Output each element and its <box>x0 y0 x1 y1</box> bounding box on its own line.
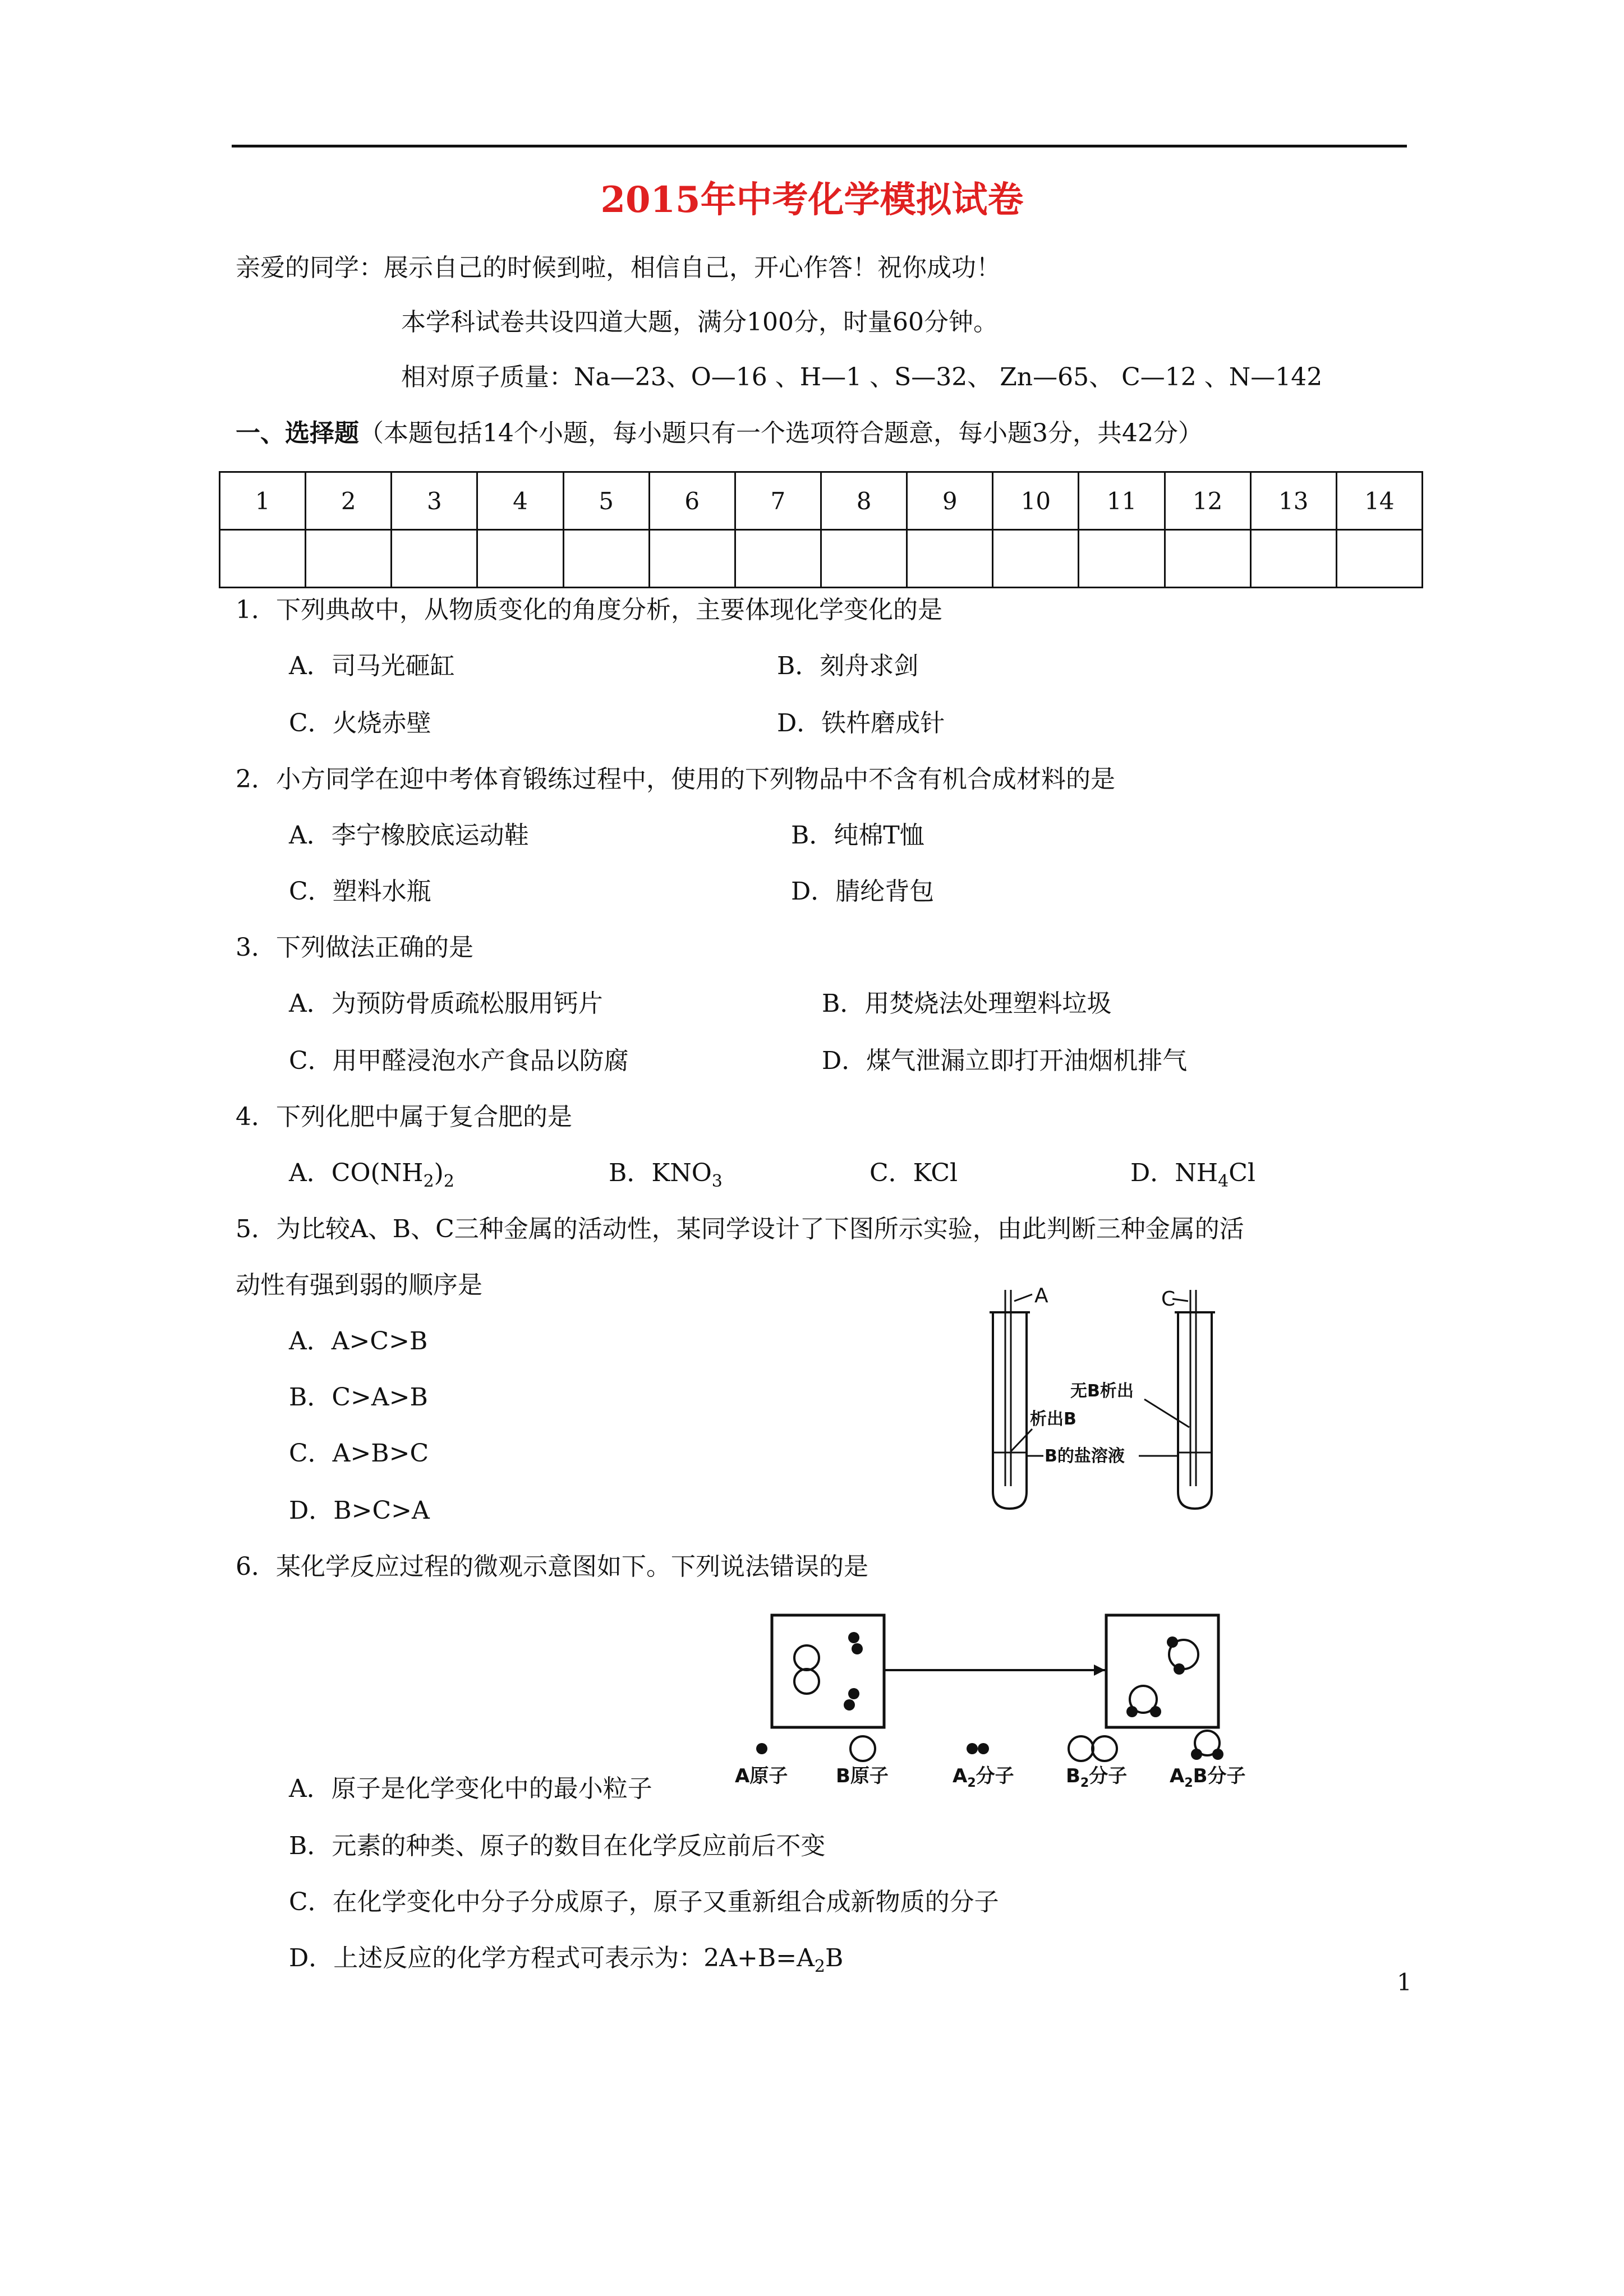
question-1-option-c: C．火烧赤壁 <box>289 709 431 737</box>
question-2-option-c: C．塑料水瓶 <box>289 877 431 906</box>
reactant-box <box>772 1615 884 1727</box>
label-no-b-leader <box>1144 1399 1189 1427</box>
question-5-option-a: A．A>C>B <box>289 1327 428 1356</box>
answer-cell[interactable] <box>477 530 563 588</box>
question-3-option-b: B．用焚烧法处理塑料垃圾 <box>822 989 1112 1018</box>
answer-table-number-row <box>220 472 1423 530</box>
answer-cell[interactable] <box>306 530 392 588</box>
answer-number: 11 <box>1079 472 1165 530</box>
answer-cell[interactable] <box>563 530 649 588</box>
answer-cell[interactable] <box>821 530 907 588</box>
q6-reaction-figure <box>724 1604 1273 1828</box>
answer-table <box>219 471 1423 588</box>
legend-a2b-molecule: $A_2B$分子 <box>1170 1765 1246 1790</box>
answer-number: 8 <box>821 472 907 530</box>
product-a2b-molecule-top <box>1167 1636 1198 1675</box>
legend-b-atom: B原子 <box>836 1765 889 1787</box>
left-test-tube <box>990 1312 1030 1509</box>
left-metal-strip-a <box>1005 1290 1011 1486</box>
exam-info: 本学科试卷共设四道大题，满分100分，时量60分钟。 <box>401 308 998 336</box>
answer-number: 9 <box>907 472 993 530</box>
question-4-option-d: D．$NH_4Cl$ <box>1130 1159 1255 1191</box>
greeting: 亲爱的同学：展示自己的时候到啦，相信自己，开心作答！祝你成功！ <box>236 253 1001 282</box>
answer-number: 5 <box>563 472 649 530</box>
label-b-out-leader <box>1011 1429 1032 1451</box>
reactant-a2-molecule-bottom <box>844 1688 859 1711</box>
question-4-stem: 4．下列化肥中属于复合肥的是 <box>236 1103 572 1131</box>
answer-number: 14 <box>1336 472 1422 530</box>
right-test-tube <box>1175 1312 1215 1509</box>
legend-a2b-molecule-icon <box>1191 1731 1223 1760</box>
question-4-option-a: A．$CO(NH_2)_2$ <box>289 1159 454 1191</box>
right-metal-strip-c <box>1190 1290 1196 1486</box>
question-4-option-b: B．$KNO_3$ <box>609 1159 723 1191</box>
question-6-stem: 6．某化学反应过程的微观示意图如下。下列说法错误的是 <box>236 1552 868 1581</box>
reactant-b2-molecule <box>794 1645 819 1694</box>
legend-a2-molecule: $A_2$分子 <box>953 1765 1014 1790</box>
question-5-option-d: D．B>C>A <box>289 1496 430 1525</box>
question-5-stem-continued: 动性有强到弱的顺序是 <box>236 1271 482 1299</box>
legend-a-atom: A原子 <box>735 1765 788 1787</box>
q5-test-tube-figure <box>976 1284 1268 1514</box>
answer-cell[interactable] <box>907 530 993 588</box>
question-5-stem: 5．为比较A、B、C三种金属的活动性，某同学设计了下图所示实验，由此判断三种金属的活 <box>236 1215 1244 1243</box>
answer-cell[interactable] <box>1250 530 1336 588</box>
answer-cell[interactable] <box>1165 530 1250 588</box>
question-6-option-c: C．在化学变化中分子分成原子，原子又重新组合成新物质的分子 <box>289 1888 999 1916</box>
legend-a-atom-icon <box>756 1743 767 1754</box>
answer-number: 10 <box>993 472 1079 530</box>
label-c: C <box>1161 1288 1176 1311</box>
answer-number: 13 <box>1250 472 1336 530</box>
answer-number: 3 <box>392 472 477 530</box>
answer-number: 1 <box>220 472 306 530</box>
legend-b-atom-icon <box>850 1736 875 1761</box>
answer-number: 7 <box>735 472 821 530</box>
question-6-option-d: D．上述反应的化学方程式可表示为：$2A+B=A_2B$ <box>289 1944 844 1976</box>
section-1-header <box>236 417 1203 450</box>
answer-cell[interactable] <box>735 530 821 588</box>
label-a: A <box>1034 1284 1048 1307</box>
label-no-b: 无B析出 <box>1070 1381 1134 1401</box>
question-2-option-b: B．纯棉T恤 <box>791 821 924 850</box>
section-1-note: （本题包括14个小题，每小题只有一个选项符合题意，每小题3分，共42分） <box>359 419 1203 448</box>
answer-number: 2 <box>306 472 392 530</box>
answer-cell[interactable] <box>1336 530 1422 588</box>
question-3-stem: 3．下列做法正确的是 <box>236 933 473 962</box>
question-6-option-b: B．元素的种类、原子的数目在化学反应前后不变 <box>289 1832 826 1860</box>
label-b-out: 析出B <box>1030 1409 1076 1429</box>
legend-b2-molecule: $B_2$分子 <box>1066 1765 1128 1790</box>
product-box <box>1106 1615 1218 1727</box>
reactant-a2-molecule-top <box>848 1632 863 1654</box>
legend-a2-molecule-icon <box>967 1743 989 1754</box>
reaction-arrow-head <box>1094 1665 1105 1676</box>
product-a2b-molecule-bottom <box>1126 1686 1161 1717</box>
page-title: 2015年中考化学模拟试卷 <box>600 179 1024 221</box>
legend-b2-molecule-icon <box>1069 1736 1117 1761</box>
question-1-option-b: B．刻舟求剑 <box>777 652 919 680</box>
question-2-option-d: D．腈纶背包 <box>791 877 935 906</box>
answer-number: 12 <box>1165 472 1250 530</box>
question-3-option-a: A．为预防骨质疏松服用钙片 <box>289 989 603 1018</box>
answer-table-blank-row <box>220 530 1423 588</box>
answer-cell[interactable] <box>993 530 1079 588</box>
answer-cell[interactable] <box>220 530 306 588</box>
question-5-option-b: B．C>A>B <box>289 1383 428 1412</box>
question-4-option-c: C．KCl <box>869 1159 958 1187</box>
label-a-leader <box>1014 1294 1032 1301</box>
question-2-option-a: A．李宁橡胶底运动鞋 <box>289 821 529 850</box>
top-rule <box>232 145 1407 147</box>
label-b-salt: B的盐溶液 <box>1045 1446 1125 1466</box>
section-1-heading: 一、选择题 <box>236 419 359 448</box>
answer-cell[interactable] <box>649 530 735 588</box>
question-1-option-d: D．铁杵磨成针 <box>777 709 945 737</box>
question-1-stem: 1．下列典故中，从物质变化的角度分析，主要体现化学变化的是 <box>236 596 942 624</box>
question-5-option-c: C．A>B>C <box>289 1439 429 1468</box>
answer-cell[interactable] <box>392 530 477 588</box>
question-2-stem: 2．小方同学在迎中考体育锻练过程中，使用的下列物品中不含有机合成材料的是 <box>236 765 1115 794</box>
page-number: 1 <box>1397 1968 1412 1996</box>
atomic-mass: 相对原子质量：Na—23、O—16 、H—1 、S—32、 Zn—65、 C—12 、N—142 <box>401 363 1323 391</box>
question-1-option-a: A．司马光砸缸 <box>289 652 455 680</box>
answer-number: 6 <box>649 472 735 530</box>
question-3-option-c: C．用甲醛浸泡水产食品以防腐 <box>289 1046 629 1075</box>
question-6-option-a: A．原子是化学变化中的最小粒子 <box>289 1774 652 1803</box>
question-3-option-d: D．煤气泄漏立即打开油烟机排气 <box>822 1046 1188 1075</box>
answer-cell[interactable] <box>1079 530 1165 588</box>
answer-number: 4 <box>477 472 563 530</box>
